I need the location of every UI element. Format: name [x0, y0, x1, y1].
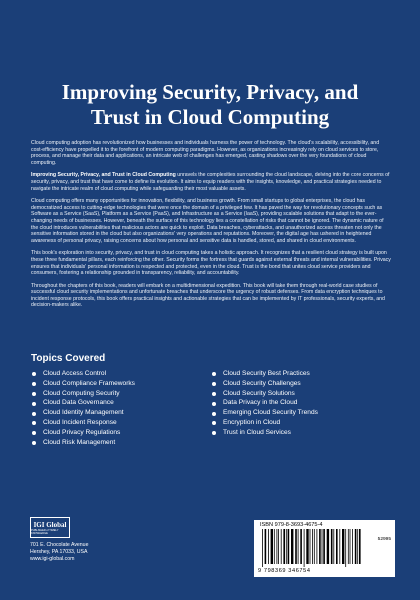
barcode-bar	[336, 529, 338, 564]
barcode-bar	[286, 529, 287, 564]
logo-tagline: PUBLISHER of TIMELY KNOWLEDGE	[31, 528, 59, 535]
description-paragraph	[31, 198, 391, 244]
topic-item	[211, 369, 318, 379]
publisher-website: www.igi-global.com	[30, 556, 75, 562]
bullet-icon	[212, 372, 216, 376]
topic-item	[211, 428, 318, 438]
address-line: Hershey, PA 17033, USA	[30, 549, 88, 555]
bullet-icon	[32, 392, 36, 396]
barcode-bar	[359, 529, 361, 564]
price-code: 52995	[377, 537, 391, 542]
barcode-bar	[277, 529, 278, 564]
topic-item	[31, 408, 211, 418]
barcode-bar	[310, 529, 311, 564]
topic-item	[31, 379, 211, 389]
barcode-bar	[357, 529, 358, 564]
topic-label: Cloud Incident Response	[43, 418, 117, 426]
bullet-icon	[212, 392, 216, 396]
bullet-icon	[32, 372, 36, 376]
barcode-bar	[314, 529, 315, 564]
topics-column-left	[31, 369, 211, 447]
topic-label: Cloud Compliance Frameworks	[43, 379, 135, 387]
topic-label: Cloud Security Solutions	[223, 389, 295, 397]
topic-item	[31, 438, 211, 448]
barcode-bar	[295, 529, 297, 564]
topics-column-right	[211, 369, 318, 447]
publisher-logo	[30, 517, 70, 538]
publisher-address	[30, 542, 160, 563]
barcode-bar	[333, 529, 334, 564]
barcode-bar	[291, 529, 293, 564]
topic-label: Data Privacy in the Cloud	[223, 399, 298, 407]
address-line: 701 E. Chocolate Avenue	[30, 542, 89, 548]
bullet-icon	[32, 412, 36, 416]
barcode-bar	[331, 529, 333, 564]
book-title: Improving Security, Privacy, and Trust in Cloud Computing	[61, 80, 359, 129]
topic-label: Cloud Data Governance	[43, 399, 114, 407]
barcode-bar	[323, 529, 325, 564]
topics-list	[31, 369, 401, 447]
topic-label: Cloud Risk Management	[43, 438, 116, 446]
topic-label: Emerging Cloud Security Trends	[223, 409, 318, 417]
barcode-bar	[268, 529, 269, 564]
bullet-icon	[32, 421, 36, 425]
barcode-bar	[350, 529, 351, 564]
topic-label: Cloud Identity Management	[43, 409, 124, 417]
barcode-bar	[281, 529, 282, 564]
paragraph-text: This book's exploration into security, privacy, and trust in cloud computing takes a holistic approach. It recognizes that a resilient cloud strategy is built upon these three fundamental pillars, each reinforcing the other. Security forms the fortress that guards against external threats and internal vulnerabilities. Privacy ensures that individuals' personal information is respected and protected, even in the cloud. Trust is the bond that unites cloud service providers and consumers, fostering a relationship grounded in transparency, reliability, and accountability.	[31, 250, 391, 277]
barcode-bar	[274, 529, 275, 564]
barcode-bar	[327, 529, 329, 564]
bullet-icon	[212, 402, 216, 406]
topic-item	[31, 428, 211, 438]
description-paragraph	[31, 283, 391, 309]
paragraph-text: Cloud computing adoption has revolutionized how businesses and individuals harness the power of technology. The cloud's scalability, accessibility, and cost-efficiency have propelled it to the forefront of modern computing paradigms. However, as organizations increasingly rely on cloud services to store, process, and manage their data and applications, an intricate web of challenges has emerged, casting shadows over the very foundations of cloud computing.	[31, 140, 380, 166]
logo-name: IGI Global	[33, 520, 67, 529]
bullet-icon	[32, 402, 36, 406]
topic-label: Cloud Access Control	[43, 370, 107, 377]
description-paragraph	[31, 250, 391, 276]
topic-label: Encryption in Cloud	[223, 418, 281, 426]
topic-item	[211, 398, 318, 408]
publisher-block	[30, 517, 160, 563]
barcode-bar	[345, 529, 346, 567]
barcode-bar	[319, 529, 321, 564]
barcode-bar	[262, 529, 263, 567]
topic-label: Cloud Privacy Regulations	[43, 428, 121, 436]
description-paragraph	[31, 172, 391, 192]
description-text	[31, 140, 391, 315]
book-title-inline: Improving Security, Privacy, and Trust in Cloud Computing	[31, 172, 176, 179]
barcode-bar	[355, 529, 357, 564]
barcode-bars	[262, 529, 366, 567]
barcode-bar	[317, 529, 318, 564]
topic-item	[211, 418, 318, 428]
topic-item	[31, 418, 211, 428]
topics-heading: Topics Covered	[31, 353, 106, 364]
topic-label: Cloud Security Challenges	[223, 379, 301, 387]
barcode-bar	[322, 529, 323, 564]
bullet-icon	[212, 431, 216, 435]
bullet-icon	[32, 441, 36, 445]
bullet-icon	[32, 382, 36, 386]
bullet-icon	[212, 421, 216, 425]
barcode-bar	[352, 529, 353, 564]
barcode-bar	[288, 529, 290, 564]
barcode-bar	[304, 529, 305, 567]
barcode-bar	[312, 529, 313, 564]
topic-item	[211, 379, 318, 389]
isbn-number: ISBN 979-8-3693-4675-4	[260, 522, 323, 528]
topic-item	[211, 389, 318, 399]
topic-item	[31, 398, 211, 408]
barcode-bar	[342, 529, 344, 564]
bullet-icon	[32, 431, 36, 435]
topic-label: Trust in Cloud Services	[223, 428, 291, 436]
barcode-bar	[300, 529, 302, 564]
barcode-bar	[283, 529, 285, 564]
topic-item	[31, 369, 211, 379]
barcode-bar	[271, 529, 273, 564]
barcode-bar	[306, 529, 308, 564]
barcode-bar	[298, 529, 299, 564]
topic-item	[211, 408, 318, 418]
barcode-bar	[278, 529, 279, 564]
description-paragraph	[31, 140, 391, 166]
barcode-bar	[339, 529, 340, 564]
topic-label: Cloud Computing Security	[43, 389, 120, 397]
bullet-icon	[212, 412, 216, 416]
paragraph-text: Cloud computing offers many opportunities for innovation, flexibility, and business growth. From small startups to global enterprises, the cloud has democratized access to cutting-edge technologies that were once the domain of a privileged few. It has paved the way for revolutionary concepts such as Software as a Service (SaaS), Platform as a Service (PaaS), and Infrastructure as a Service (IaaS), providing scalable solutions that adapt to the ever-changing needs of businesses. However, beneath the surface of this technology lies a constellation of risks that cannot be ignored. The dynamic nature of the cloud introduces vulnerabilities that malicious actors are quick to exploit. Data breaches, cyberattacks, and unauthorized access threaten not only the sensitive information stored in the cloud but also organizations' very operations and reputations. Moreover, the digital age has ushered in heightened awareness of personal privacy, raising concerns about how personal and sensitive data is handled, stored, and shared in cloud environments.	[31, 198, 384, 244]
barcode-digits: 9 798369 346754	[258, 568, 311, 574]
isbn-barcode	[254, 520, 395, 577]
paragraph-text: Throughout the chapters of this book, readers will embark on a multidimensional expedition. This book will take them through real-world case studies of successful cloud security implementations and unfortunate breaches that underscore the urgency of robust defenses. From data encryption techniques to incident response protocols, this book offers practical insights and actionable strategies that can be implemented by IT professionals, security experts, and decision-makers alike.	[31, 282, 385, 309]
barcode-bar	[348, 529, 349, 564]
barcode-bar	[265, 529, 267, 564]
paragraph-text: unravels the complexities surrounding the cloud landscape, delving into the core concerns of security, privacy, and trust that have come to define its evolution. It aims to equip readers with the insights, knowledge, and practical strategies needed to navigate the intricate realm of cloud computing while safeguarding their most valuable assets.	[31, 172, 390, 192]
topic-label: Cloud Security Best Practices	[223, 370, 310, 377]
bullet-icon	[212, 382, 216, 386]
topic-item	[31, 389, 211, 399]
